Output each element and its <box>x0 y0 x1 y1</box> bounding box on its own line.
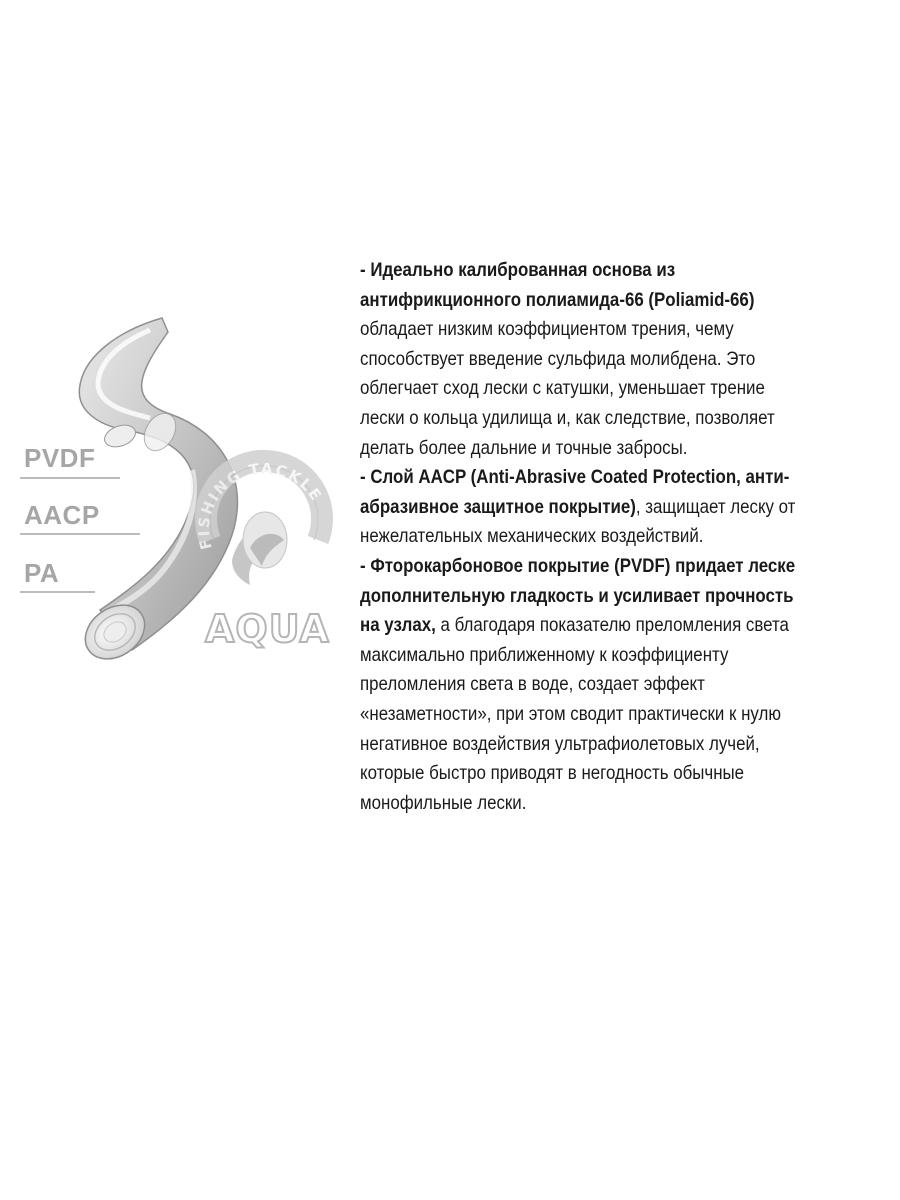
layer-label-pa: PA <box>24 558 60 588</box>
layer-label-aacp: AACP <box>24 500 100 530</box>
paragraph-heading: - Фторокарбоновое покрытие (PVDF) придает леске дополнительную гладкость и усиливает прочность на узлах, <box>360 555 796 637</box>
layer-divider-pa <box>20 591 95 593</box>
svg-text:AQUA: AQUA <box>205 607 330 651</box>
description-paragraph-pvdf <box>360 552 813 818</box>
paragraph-text: обладает низким коэффициентом трения, чему способствует введение сульфида молибдена. Это облегчает сход лески с катушки, уменьшает трение лески о кольца удилища и, как следствие, позволяет делать более дальние и точные забросы. <box>360 319 775 459</box>
description-paragraph-aacp <box>360 463 813 552</box>
paragraph-heading: - Слой AACP (Anti-Abrasive Coated Protection, анти-абразивное защитное покрытие) <box>360 467 790 518</box>
layer-label-pvdf: PVDF <box>24 443 96 473</box>
layer-divider-pvdf <box>20 477 120 479</box>
paragraph-text: , защищает леску от нежелательных механических воздействий. <box>360 496 796 548</box>
svg-text:FISHING TACKLE: FISHING TACKLE <box>194 459 326 552</box>
layer-divider-aacp <box>20 533 140 535</box>
product-description <box>360 256 813 818</box>
paragraph-text: а благодаря показателю преломления света максимально приближенному к коэффициенту преломления света в воде, создает эффект «незаметности», при этом сводит практически к нулю негативное воздействия ультрафиолетовых лучей, которые быстро приводят в негодность обычные монофильные лески. <box>360 615 789 814</box>
paragraph-heading: - Идеально калиброванная основа из антифрикционного полиамида-66 (Poliamid-66) <box>360 260 755 311</box>
description-paragraph-base <box>360 256 813 463</box>
